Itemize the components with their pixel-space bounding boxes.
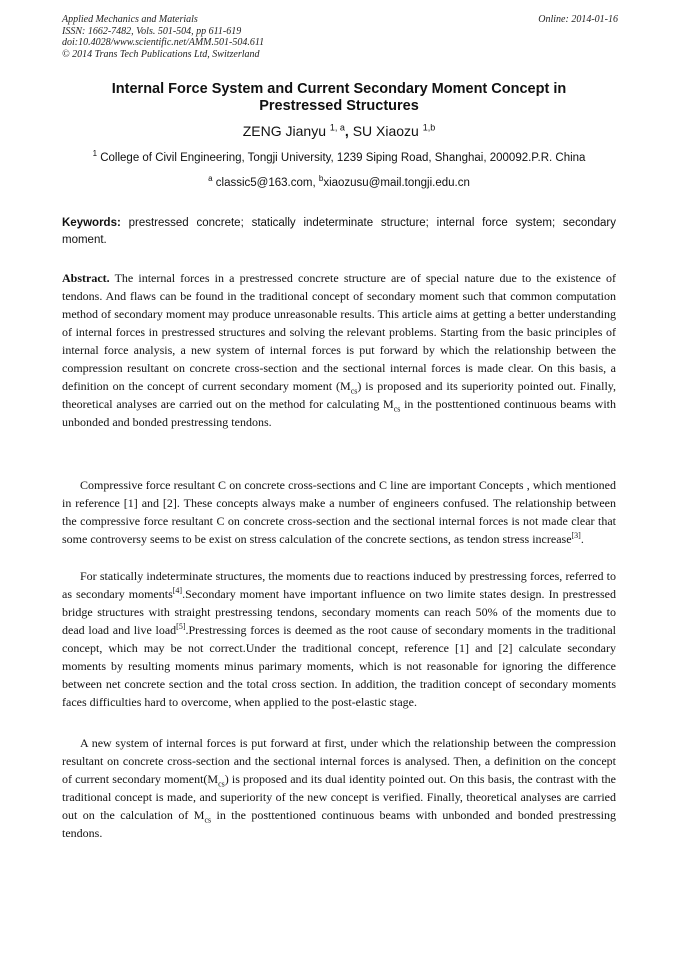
- para2-ref-1: [4]: [172, 586, 183, 595]
- body-paragraph-1: [62, 476, 616, 548]
- para3-sub-1: cs: [218, 779, 225, 789]
- paper-title: [62, 81, 616, 115]
- keywords-label: Keywords:: [62, 217, 121, 229]
- author-2-name: SU Xiaozu: [352, 123, 423, 139]
- copyright-line: © 2014 Trans Tech Publications Ltd, Switzerland: [62, 48, 260, 60]
- journal-name: Applied Mechanics and Materials: [62, 14, 198, 25]
- title-line-1: Internal Force System and Current Secondary Moment Concept in: [111, 81, 567, 97]
- body-paragraph-3: [62, 734, 616, 842]
- para1-text-b: .: [580, 532, 584, 546]
- title-line-2: Prestressed Structures: [259, 98, 419, 114]
- email-b: xiaozusu@mail.tongji.edu.cn: [323, 177, 470, 189]
- abstract-label: Abstract.: [62, 271, 110, 285]
- para2-text-b: .Secondary moment have important influence on two limite states design. In prestressed bridge structures with straight prestressing tendons, secondary moments can reach 50% of the moments due to dead load and live load: [62, 587, 616, 637]
- affiliation-text: College of Civil Engineering, Tongji University, 1239 Siping Road, Shanghai, 200092.P.R. China: [97, 152, 586, 164]
- para3-text-a: A new system of internal forces is put forward at first, under which the relationship between the compression resultant on concrete cross-section and the sectional internal forces is analysed. Then, a definition on the concept of current secondary moment(M: [62, 736, 616, 786]
- para2-text-a: For statically indeterminate structures, the moments due to reactions induced by prestressing forces, referred to as secondary moments: [62, 569, 616, 601]
- publication-header: [62, 14, 618, 60]
- author-2-affil-mark: 1,b: [422, 122, 436, 133]
- para2-text-c: .Prestressing forces is deemed as the root cause of secondary moments in the traditional concept, which may be not correct.Under the traditional concept, reference [1] and [2] calculate secondary moments by resulting moments minus parimary moments, which is not reasonable for ignoring the difference between net concrete section and the total cross section. In addition, the tradition concept of secondary moments faces difficulties hard to overcome, when applied to the post-elastic stage.: [62, 623, 616, 709]
- para2-ref-2: [5]: [176, 622, 186, 631]
- author-1-name: ZENG Jianyu: [242, 123, 330, 139]
- abstract-text-c: in the posttentioned continuous beams with unbonded and bonded prestressing tendons.: [62, 397, 616, 429]
- abstract-text-b: ) is proposed and its superiority pointed out. Finally, theoretical analyses are carried out on the method for calculating M: [62, 379, 616, 411]
- abstract-sub-1: cs: [350, 386, 358, 396]
- abstract-text-a: The internal forces in a prestressed concrete structure are of special nature due to the existence of tendons. And flaws can be found in the traditional concept of secondary moment such that common computation method of secondary moment may produce unreasonable results. This article aims at getting a better understanding of internal forces in prestressed structures and solving the relevant problems. Starting from the basic principles of internal force analysis, a new system of internal forces is put forward by which the relationship between the compression resultant on concrete cross-section and the sectional internal forces is made clear. On this basis, a definition on the concept of current secondary moment (M: [62, 271, 616, 393]
- para3-text-c: in the posttentioned continuous beams with unbonded and bonded prestressing tendons.: [62, 808, 616, 840]
- abstract-sub-2: cs: [393, 404, 401, 414]
- doi-line: doi:10.4028/www.scientific.net/AMM.501-504.611: [62, 37, 265, 48]
- email-a-mark: a: [208, 174, 213, 184]
- body-paragraph-2: [62, 567, 616, 711]
- para1-text-a: Compressive force resultant C on concrete cross-sections and C line are important Concepts , which mentioned in reference [1] and [2]. These concepts always make a number of engineers confused. The relationship between the compressive force resultant C on concrete cross-section and the sectional internal forces is not made clear that some controversy seems to be exist on stress calculation of the concrete sections, as tendon stress increase: [62, 478, 616, 546]
- keywords-section: [62, 215, 616, 249]
- email-a: classic5@163.com,: [212, 177, 319, 189]
- affiliation: [62, 149, 616, 164]
- para3-text-b: ) is proposed and its dual identity pointed out. On this basis, the contrast with the traditional concept is made, and superiority of the new concept is verified. Finally, theoretical analyses are carried out on the calculation of M: [62, 772, 616, 822]
- author-1-affil-mark: 1, a: [329, 122, 345, 133]
- affiliation-number: 1: [92, 149, 98, 159]
- para1-ref: [3]: [571, 531, 581, 540]
- online-date: Online: 2014-01-16: [538, 14, 618, 25]
- issn-line: ISSN: 1662-7482, Vols. 501-504, pp 611-619: [62, 25, 242, 37]
- keywords-text: prestressed concrete; statically indeterminate structure; internal force system; secondary moment.: [62, 217, 616, 246]
- para3-sub-2: cs: [204, 815, 212, 825]
- abstract-paragraph: [62, 269, 616, 431]
- email-b-mark: b: [318, 174, 324, 184]
- author-separator: ,: [344, 123, 353, 139]
- author-list: [62, 123, 616, 139]
- author-emails: [62, 174, 616, 189]
